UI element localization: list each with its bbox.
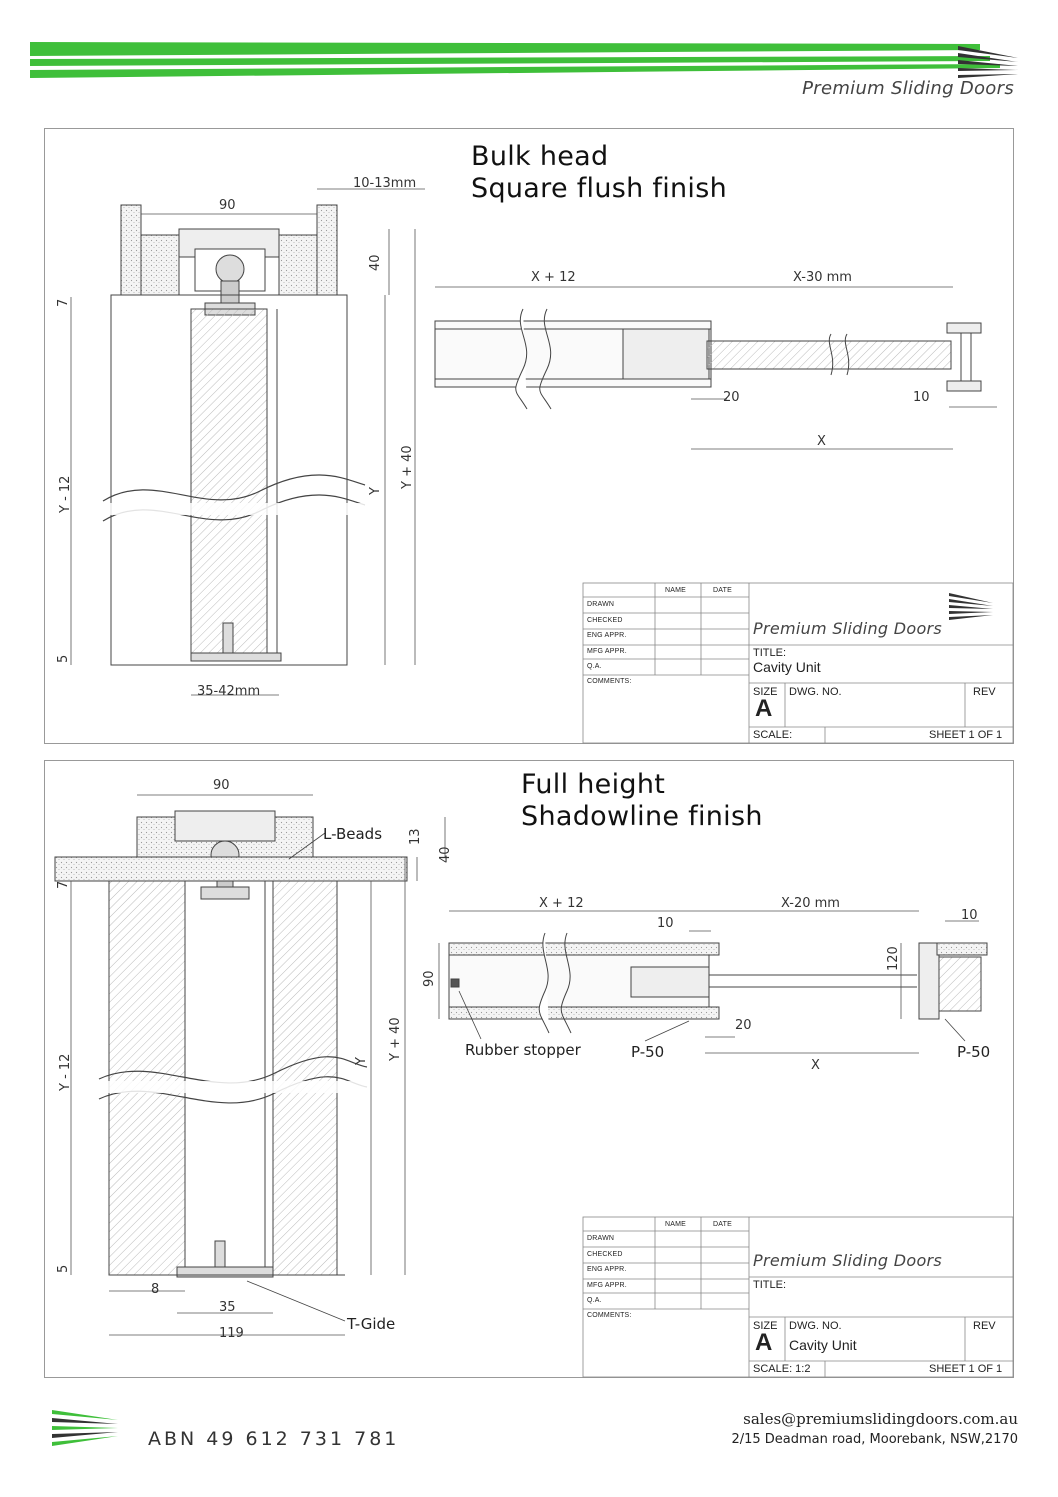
- tb-row-eng: ENG APPR.: [587, 1266, 627, 1273]
- header-brand: Premium Sliding Doors: [802, 78, 1014, 99]
- tb-row-qa: Q.A.: [587, 1297, 602, 1304]
- dim-5: 5: [56, 1264, 71, 1273]
- drawing-panel-shadowline: [44, 760, 1014, 1378]
- dim-8: 8: [151, 1282, 160, 1297]
- tb-size-value: A: [755, 695, 773, 722]
- label-p50-left: P-50: [631, 1043, 665, 1061]
- dim-40: 40: [438, 846, 453, 863]
- tb-dwg-label: DWG. NO.: [789, 1320, 842, 1332]
- dim-90: 90: [213, 778, 230, 793]
- label-l-beads: L-Beads: [323, 825, 383, 843]
- title-block-grid: [583, 1217, 1013, 1377]
- dim-y: Y: [354, 1057, 369, 1065]
- title-line-1: Bulk head: [471, 141, 609, 172]
- tb-col-date: DATE: [713, 587, 732, 594]
- tb-sheet: SHEET 1 OF 1: [929, 1363, 1003, 1375]
- dim-x-minus-20: X-20 mm: [781, 896, 840, 911]
- label-p50-right: P-50: [957, 1043, 991, 1061]
- dim-10: 10: [913, 390, 930, 405]
- tb-row-checked: CHECKED: [587, 617, 623, 624]
- tb-size-value: A: [755, 1329, 773, 1356]
- title-block-logo-icon: [949, 593, 993, 620]
- tb-brand: Premium Sliding Doors: [753, 1251, 943, 1270]
- title-line-1: Full height: [521, 769, 666, 800]
- title-line-2: Square flush finish: [471, 173, 728, 204]
- footer-logo-icon: [52, 1408, 122, 1448]
- dim-y-plus-40: Y + 40: [388, 1017, 403, 1061]
- tb-rev-label: REV: [973, 1320, 996, 1332]
- dim-y: Y: [368, 487, 383, 495]
- tb-row-mfg: MFG APPR.: [587, 1282, 627, 1289]
- dim-20: 20: [735, 1018, 752, 1033]
- shadowline-drawing: [45, 761, 1015, 1379]
- tb-row-drawn: DRAWN: [587, 1235, 615, 1242]
- tb-dwg-value: Cavity Unit: [789, 1337, 857, 1353]
- tb-row-comments: COMMENTS:: [587, 678, 632, 685]
- tb-col-name: NAME: [665, 587, 687, 594]
- tb-rev-label: REV: [973, 686, 996, 698]
- footer-email[interactable]: sales@premiumslidingdoors.com.au: [743, 1410, 1018, 1428]
- dim-x: X: [817, 434, 826, 449]
- dim-x-minus-30: X-30 mm: [793, 270, 852, 285]
- dim-35: 35: [219, 1300, 236, 1315]
- dim-10-13mm: 10-13mm: [353, 176, 417, 191]
- dim-x: X: [811, 1058, 820, 1073]
- label-t-gide: T-Gide: [347, 1315, 396, 1333]
- tb-scale: SCALE:: [753, 729, 793, 741]
- tb-size-label: SIZE: [753, 1320, 778, 1332]
- brand-logo-icon: [958, 46, 1018, 78]
- dim-10-a: 10: [657, 916, 674, 931]
- tb-title-value: Cavity Unit: [753, 659, 821, 675]
- footer-address: 2/15 Deadman road, Moorebank, NSW,2170: [731, 1432, 1018, 1447]
- tb-title-label: TITLE:: [753, 647, 787, 659]
- dim-x-plus-12: X + 12: [531, 270, 576, 285]
- tb-row-drawn: DRAWN: [587, 601, 615, 608]
- label-rubber-stopper: Rubber stopper: [465, 1041, 581, 1059]
- footer-abn: ABN 49 612 731 781: [148, 1428, 400, 1450]
- dim-90-vertical: 90: [422, 970, 437, 987]
- title-line-2: Shadowline finish: [521, 801, 763, 832]
- dim-13: 13: [408, 828, 423, 845]
- tb-row-checked: CHECKED: [587, 1251, 623, 1258]
- tb-col-date: DATE: [713, 1221, 732, 1228]
- tb-sheet: SHEET 1 OF 1: [929, 729, 1003, 741]
- dim-7: 7: [56, 880, 71, 889]
- tb-row-comments: COMMENTS:: [587, 1312, 632, 1319]
- dim-x-plus-12: X + 12: [539, 896, 584, 911]
- dim-35-42mm: 35-42mm: [197, 684, 261, 699]
- dim-10-b: 10: [961, 908, 978, 923]
- tb-col-name: NAME: [665, 1221, 687, 1228]
- tb-row-mfg: MFG APPR.: [587, 648, 627, 655]
- dim-y-plus-40: Y + 40: [400, 445, 415, 489]
- dim-90: 90: [219, 198, 236, 213]
- dim-40: 40: [368, 254, 383, 271]
- dim-119: 119: [219, 1326, 244, 1341]
- tb-title-label: TITLE:: [753, 1279, 787, 1291]
- bulkhead-drawing: [45, 129, 1015, 745]
- tb-row-eng: ENG APPR.: [587, 632, 627, 639]
- dim-5: 5: [56, 654, 71, 663]
- dim-y-minus-12: Y - 12: [58, 1053, 73, 1091]
- dim-7: 7: [56, 298, 71, 307]
- tb-row-qa: Q.A.: [587, 663, 602, 670]
- dim-120: 120: [886, 946, 901, 971]
- tb-scale: SCALE: 1:2: [753, 1363, 811, 1375]
- tb-brand: Premium Sliding Doors: [753, 619, 943, 638]
- drawing-panel-bulkhead: [44, 128, 1014, 744]
- tb-size-label: SIZE: [753, 686, 778, 698]
- dim-y-minus-12: Y - 12: [58, 475, 73, 513]
- tb-dwg-label: DWG. NO.: [789, 686, 842, 698]
- dim-20: 20: [723, 390, 740, 405]
